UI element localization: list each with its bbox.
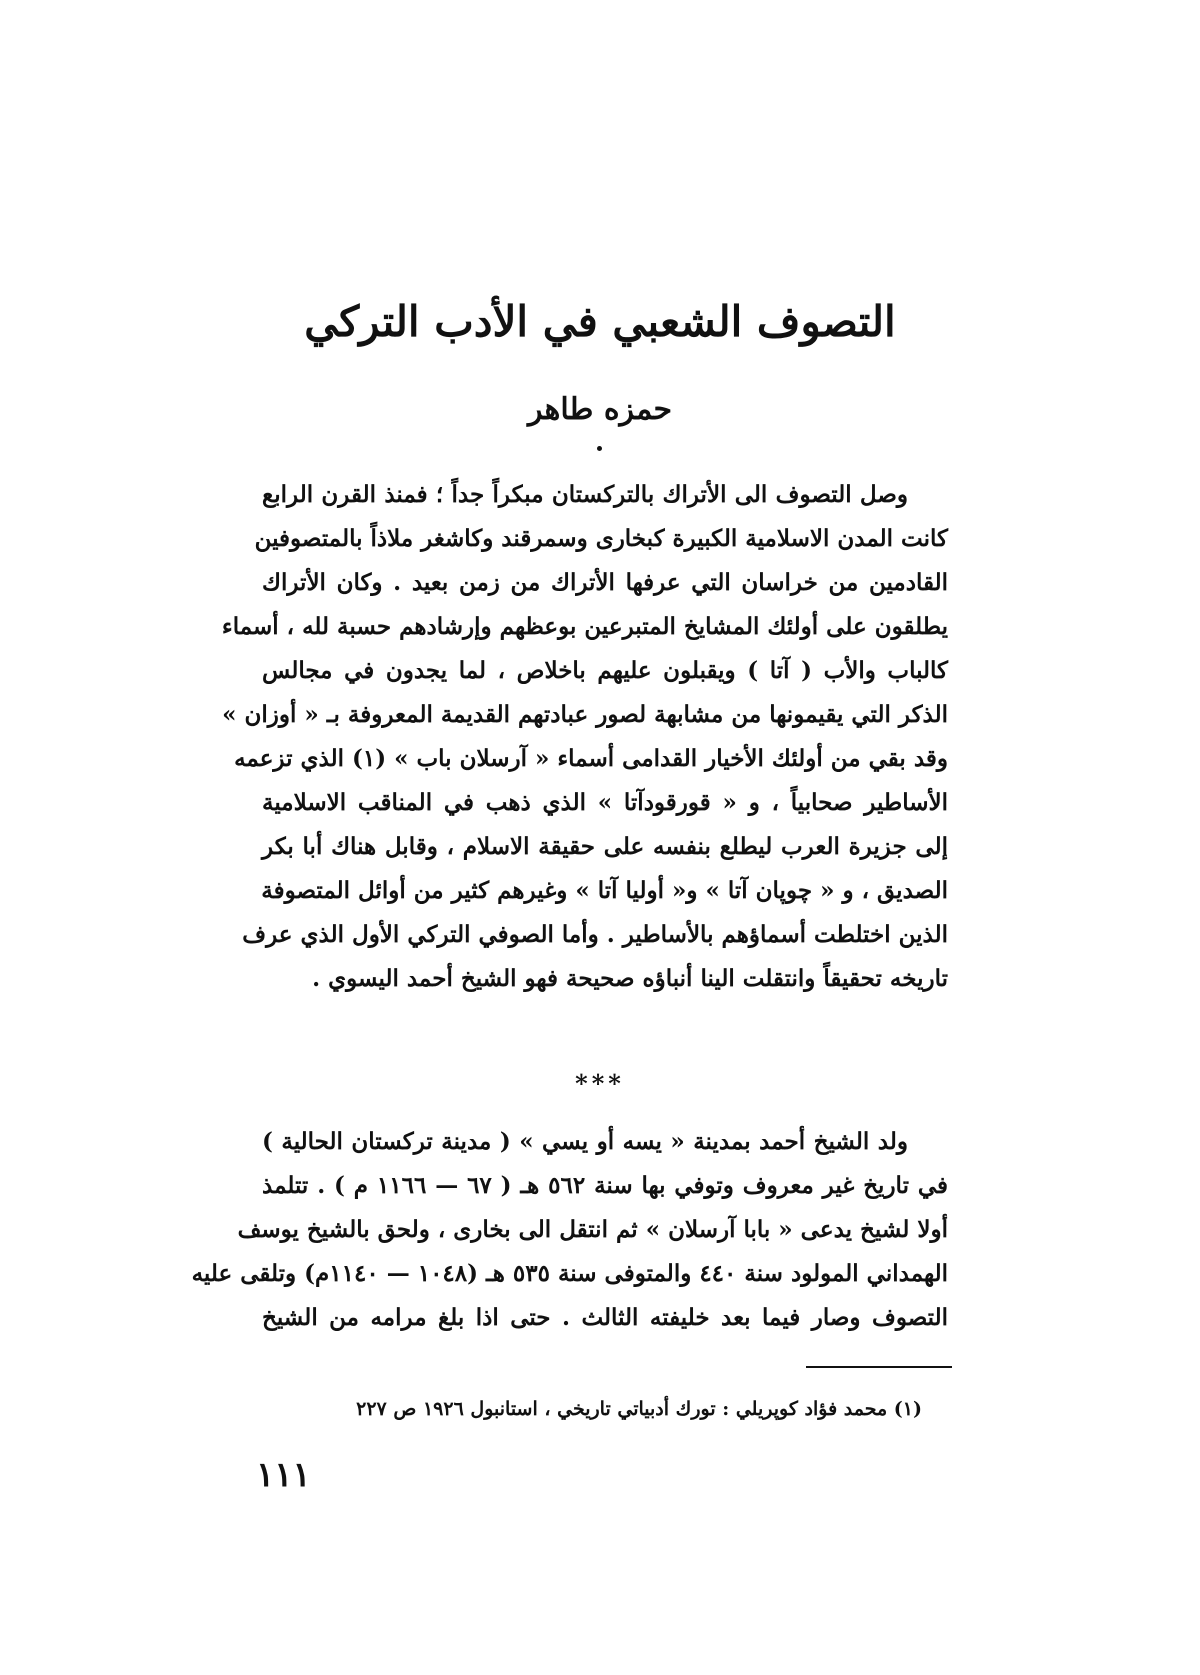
paragraph-line: كانت المدن الاسلامية الكبيرة كبخارى وسمرقند وكاشغر ملاذاً بالمتصوفين: [254, 525, 948, 552]
paragraph-2: [191, 1120, 948, 1340]
page-number: ١١١: [256, 1455, 311, 1495]
author-name: حمزه طاهر: [528, 392, 672, 427]
paragraph-line: الهمداني المولود سنة ٤٤٠ والمتوفى سنة ٥٣٥ هـ (١٠٤٨ — ١١٤٠م) وتلقى عليه: [191, 1260, 948, 1287]
section-separator: ***: [575, 1069, 625, 1098]
footnote: (١) محمد فؤاد كوپريلي : تورك أدبياتي تاريخي ، استانبول ١٩٢٦ ص ٢٢٧: [356, 1398, 922, 1420]
paragraph-line: كالباب والأب ( آتا ) ويقبلون عليهم باخلاص ، لما يجدون في مجالس: [262, 657, 948, 684]
article-title: التصوف الشعبي في الأدب التركي: [304, 297, 896, 346]
footnote-divider: [806, 1366, 952, 1368]
paragraph-line: التصوف وصار فيما بعد خليفته الثالث . حتى اذا بلغ مرامه من الشيخ: [262, 1304, 948, 1331]
paragraph-1: [221, 473, 948, 1001]
paragraph-line: يطلقون على أولئك المشايخ المتبرعين بوعظهم وإرشادهم حسبة لله ، أسماء: [221, 613, 948, 640]
paragraph-line: وقد بقي من أولئك الأخيار القدامى أسماء « آرسلان باب » (١) الذي تزعمه: [234, 745, 948, 772]
paragraph-line: ولد الشيخ أحمد بمدينة « يسه أو يسي » ( مدينة تركستان الحالية ): [262, 1128, 908, 1155]
paragraph-line: الذكر التي يقيمونها من مشابهة لصور عبادتهم القديمة المعروفة بـ « أوزان »: [222, 701, 948, 728]
ornament-dot: [597, 446, 602, 451]
paragraph-line: وصل التصوف الى الأتراك بالتركستان مبكراً جداً ؛ فمنذ القرن الرابع: [262, 481, 908, 508]
paragraph-line: الصديق ، و « چوپان آتا » و« أوليا آتا » وغيرهم كثير من أوائل المتصوفة: [261, 877, 948, 904]
paragraph-line: تاريخه تحقيقاً وانتقلت الينا أنباؤه صحيحة فهو الشيخ أحمد اليسوي .: [312, 965, 948, 992]
paragraph-line: القادمين من خراسان التي عرفها الأتراك من زمن بعيد . وكان الأتراك: [262, 569, 948, 596]
paragraph-line: في تاريخ غير معروف وتوفي بها سنة ٥٦٢ هـ ( ٦٧ — ١١٦٦ م ) . تتلمذ: [262, 1172, 948, 1199]
paragraph-line: أولا لشيخ يدعى « بابا آرسلان » ثم انتقل الى بخارى ، ولحق بالشيخ يوسف: [237, 1216, 948, 1243]
paragraph-line: إلى جزيرة العرب ليطلع بنفسه على حقيقة الاسلام ، وقابل هناك أبا بكر: [262, 833, 948, 860]
paragraph-line: الأساطير صحابياً ، و « قورقودآتا » الذي ذهب في المناقب الاسلامية: [262, 789, 948, 816]
paragraph-line: الذين اختلطت أسماؤهم بالأساطير . وأما الصوفي التركي الأول الذي عرف: [242, 921, 948, 948]
